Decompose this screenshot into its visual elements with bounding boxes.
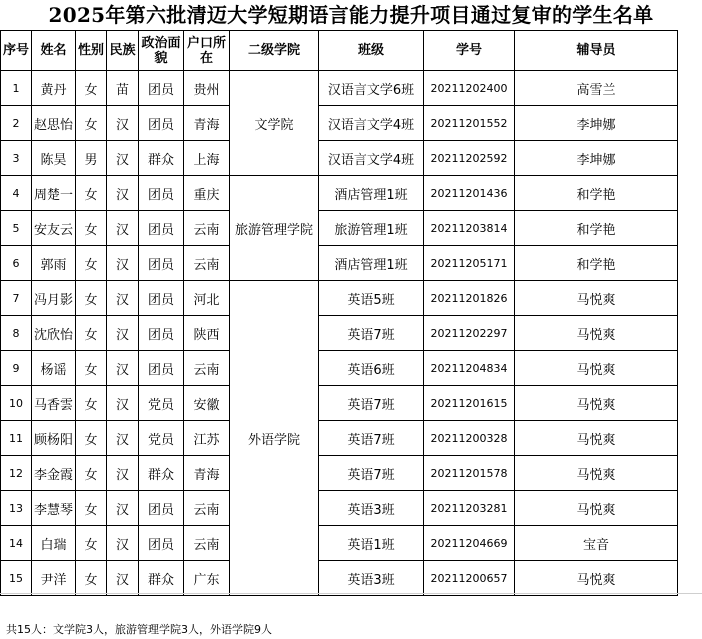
cell-counselor: 李坤娜 bbox=[515, 141, 678, 176]
table-row bbox=[1, 246, 678, 281]
cell-seq: 8 bbox=[1, 316, 32, 351]
footer-divider bbox=[0, 593, 702, 594]
footer-summary: 共15人：文学院3人，旅游管理学院3人，外语学院9人 bbox=[6, 623, 272, 636]
cell-hometown: 云南 bbox=[184, 351, 230, 386]
cell-political: 团员 bbox=[139, 316, 184, 351]
cell-class: 汉语言文学4班 bbox=[319, 106, 424, 141]
cell-counselor: 和学艳 bbox=[515, 246, 678, 281]
cell-gender: 女 bbox=[76, 526, 107, 561]
table-row bbox=[1, 106, 678, 141]
cell-name: 尹洋 bbox=[32, 561, 76, 596]
cell-ethnicity: 汉 bbox=[107, 386, 139, 421]
cell-name: 安友云 bbox=[32, 211, 76, 246]
cell-class: 英语5班 bbox=[319, 281, 424, 316]
cell-counselor: 李坤娜 bbox=[515, 106, 678, 141]
cell-student-id: 20211203814 bbox=[424, 211, 515, 246]
cell-class: 英语7班 bbox=[319, 316, 424, 351]
cell-class: 酒店管理1班 bbox=[319, 246, 424, 281]
cell-name: 郭雨 bbox=[32, 246, 76, 281]
cell-student-id: 20211200328 bbox=[424, 421, 515, 456]
cell-class: 英语6班 bbox=[319, 351, 424, 386]
cell-college: 外语学院 bbox=[230, 281, 319, 596]
cell-hometown: 陕西 bbox=[184, 316, 230, 351]
cell-counselor: 马悦爽 bbox=[515, 491, 678, 526]
cell-gender: 女 bbox=[76, 211, 107, 246]
cell-class: 汉语言文学4班 bbox=[319, 141, 424, 176]
cell-student-id: 20211202297 bbox=[424, 316, 515, 351]
cell-seq: 9 bbox=[1, 351, 32, 386]
cell-gender: 女 bbox=[76, 351, 107, 386]
cell-counselor: 马悦爽 bbox=[515, 386, 678, 421]
cell-hometown: 云南 bbox=[184, 491, 230, 526]
cell-name: 周楚一 bbox=[32, 176, 76, 211]
cell-gender: 女 bbox=[76, 316, 107, 351]
cell-college: 文学院 bbox=[230, 71, 319, 176]
cell-hometown: 云南 bbox=[184, 211, 230, 246]
cell-counselor: 高雪兰 bbox=[515, 71, 678, 106]
header-college: 二级学院 bbox=[230, 31, 319, 71]
cell-hometown: 河北 bbox=[184, 281, 230, 316]
table-row bbox=[1, 456, 678, 491]
table-row bbox=[1, 316, 678, 351]
cell-hometown: 重庆 bbox=[184, 176, 230, 211]
cell-political: 团员 bbox=[139, 176, 184, 211]
cell-ethnicity: 汉 bbox=[107, 316, 139, 351]
cell-counselor: 和学艳 bbox=[515, 211, 678, 246]
cell-name: 李金霞 bbox=[32, 456, 76, 491]
cell-student-id: 20211200657 bbox=[424, 561, 515, 596]
header-seq: 序号 bbox=[1, 31, 32, 71]
cell-ethnicity: 汉 bbox=[107, 211, 139, 246]
cell-name: 沈欣怡 bbox=[32, 316, 76, 351]
cell-ethnicity: 汉 bbox=[107, 246, 139, 281]
cell-ethnicity: 汉 bbox=[107, 141, 139, 176]
cell-political: 群众 bbox=[139, 561, 184, 596]
cell-gender: 女 bbox=[76, 491, 107, 526]
cell-ethnicity: 汉 bbox=[107, 561, 139, 596]
header-hometown: 户口所在 bbox=[184, 31, 230, 71]
cell-hometown: 上海 bbox=[184, 141, 230, 176]
cell-hometown: 安徽 bbox=[184, 386, 230, 421]
cell-name: 黄丹 bbox=[32, 71, 76, 106]
cell-class: 英语7班 bbox=[319, 421, 424, 456]
cell-college: 旅游管理学院 bbox=[230, 176, 319, 281]
cell-student-id: 20211202592 bbox=[424, 141, 515, 176]
header-political: 政治面貌 bbox=[139, 31, 184, 71]
header-counselor: 辅导员 bbox=[515, 31, 678, 71]
cell-counselor: 马悦爽 bbox=[515, 281, 678, 316]
cell-political: 团员 bbox=[139, 106, 184, 141]
cell-student-id: 20211201552 bbox=[424, 106, 515, 141]
cell-class: 旅游管理1班 bbox=[319, 211, 424, 246]
cell-counselor: 马悦爽 bbox=[515, 351, 678, 386]
cell-seq: 14 bbox=[1, 526, 32, 561]
table-row bbox=[1, 561, 678, 596]
roster-body bbox=[1, 71, 678, 596]
cell-ethnicity: 汉 bbox=[107, 526, 139, 561]
student-roster-table bbox=[0, 30, 678, 596]
cell-class: 英语3班 bbox=[319, 491, 424, 526]
cell-ethnicity: 汉 bbox=[107, 281, 139, 316]
table-row bbox=[1, 141, 678, 176]
cell-political: 群众 bbox=[139, 141, 184, 176]
cell-name: 冯月影 bbox=[32, 281, 76, 316]
cell-ethnicity: 汉 bbox=[107, 351, 139, 386]
header-row bbox=[1, 31, 678, 71]
cell-counselor: 马悦爽 bbox=[515, 456, 678, 491]
cell-counselor: 马悦爽 bbox=[515, 421, 678, 456]
cell-seq: 1 bbox=[1, 71, 32, 106]
cell-student-id: 20211204834 bbox=[424, 351, 515, 386]
table-row bbox=[1, 491, 678, 526]
cell-student-id: 20211201578 bbox=[424, 456, 515, 491]
cell-political: 团员 bbox=[139, 351, 184, 386]
cell-name: 顾杨阳 bbox=[32, 421, 76, 456]
table-row bbox=[1, 211, 678, 246]
table-row bbox=[1, 71, 678, 106]
cell-political: 团员 bbox=[139, 526, 184, 561]
cell-counselor: 和学艳 bbox=[515, 176, 678, 211]
cell-class: 英语7班 bbox=[319, 386, 424, 421]
header-gender: 性别 bbox=[76, 31, 107, 71]
cell-hometown: 江苏 bbox=[184, 421, 230, 456]
cell-student-id: 20211202400 bbox=[424, 71, 515, 106]
cell-gender: 女 bbox=[76, 421, 107, 456]
cell-student-id: 20211201615 bbox=[424, 386, 515, 421]
header-name: 姓名 bbox=[32, 31, 76, 71]
cell-name: 杨谣 bbox=[32, 351, 76, 386]
cell-student-id: 20211203281 bbox=[424, 491, 515, 526]
cell-counselor: 宝音 bbox=[515, 526, 678, 561]
table-row bbox=[1, 281, 678, 316]
cell-student-id: 20211201436 bbox=[424, 176, 515, 211]
cell-political: 群众 bbox=[139, 456, 184, 491]
cell-ethnicity: 汉 bbox=[107, 106, 139, 141]
cell-counselor: 马悦爽 bbox=[515, 561, 678, 596]
cell-student-id: 20211205171 bbox=[424, 246, 515, 281]
cell-seq: 11 bbox=[1, 421, 32, 456]
cell-seq: 3 bbox=[1, 141, 32, 176]
cell-political: 团员 bbox=[139, 71, 184, 106]
header-ethnicity: 民族 bbox=[107, 31, 139, 71]
cell-seq: 4 bbox=[1, 176, 32, 211]
cell-class: 英语7班 bbox=[319, 456, 424, 491]
cell-seq: 5 bbox=[1, 211, 32, 246]
cell-ethnicity: 汉 bbox=[107, 176, 139, 211]
cell-gender: 女 bbox=[76, 246, 107, 281]
cell-seq: 15 bbox=[1, 561, 32, 596]
cell-name: 白瑞 bbox=[32, 526, 76, 561]
cell-gender: 女 bbox=[76, 176, 107, 211]
cell-student-id: 20211201826 bbox=[424, 281, 515, 316]
cell-class: 汉语言文学6班 bbox=[319, 71, 424, 106]
cell-counselor: 马悦爽 bbox=[515, 316, 678, 351]
cell-hometown: 广东 bbox=[184, 561, 230, 596]
table-row bbox=[1, 526, 678, 561]
cell-political: 党员 bbox=[139, 421, 184, 456]
cell-gender: 女 bbox=[76, 386, 107, 421]
cell-name: 李慧琴 bbox=[32, 491, 76, 526]
cell-political: 团员 bbox=[139, 491, 184, 526]
cell-class: 英语1班 bbox=[319, 526, 424, 561]
table-row bbox=[1, 421, 678, 456]
cell-hometown: 云南 bbox=[184, 526, 230, 561]
cell-class: 英语3班 bbox=[319, 561, 424, 596]
cell-hometown: 青海 bbox=[184, 106, 230, 141]
cell-gender: 女 bbox=[76, 281, 107, 316]
cell-name: 陈昊 bbox=[32, 141, 76, 176]
cell-gender: 女 bbox=[76, 106, 107, 141]
cell-gender: 女 bbox=[76, 561, 107, 596]
cell-seq: 2 bbox=[1, 106, 32, 141]
table-row bbox=[1, 386, 678, 421]
header-class: 班级 bbox=[319, 31, 424, 71]
cell-political: 团员 bbox=[139, 211, 184, 246]
cell-gender: 女 bbox=[76, 71, 107, 106]
cell-seq: 7 bbox=[1, 281, 32, 316]
cell-ethnicity: 汉 bbox=[107, 456, 139, 491]
cell-class: 酒店管理1班 bbox=[319, 176, 424, 211]
cell-hometown: 云南 bbox=[184, 246, 230, 281]
cell-seq: 13 bbox=[1, 491, 32, 526]
table-row bbox=[1, 176, 678, 211]
cell-hometown: 青海 bbox=[184, 456, 230, 491]
cell-seq: 10 bbox=[1, 386, 32, 421]
cell-student-id: 20211204669 bbox=[424, 526, 515, 561]
page-title: 2025年第六批清迈大学短期语言能力提升项目通过复审的学生名单 bbox=[48, 3, 654, 27]
header-student-id: 学号 bbox=[424, 31, 515, 71]
cell-name: 马香雲 bbox=[32, 386, 76, 421]
cell-political: 党员 bbox=[139, 386, 184, 421]
cell-political: 团员 bbox=[139, 281, 184, 316]
cell-seq: 12 bbox=[1, 456, 32, 491]
cell-gender: 女 bbox=[76, 456, 107, 491]
table-row bbox=[1, 351, 678, 386]
cell-seq: 6 bbox=[1, 246, 32, 281]
cell-ethnicity: 苗 bbox=[107, 71, 139, 106]
cell-name: 赵思怡 bbox=[32, 106, 76, 141]
cell-hometown: 贵州 bbox=[184, 71, 230, 106]
cell-political: 团员 bbox=[139, 246, 184, 281]
cell-ethnicity: 汉 bbox=[107, 421, 139, 456]
cell-ethnicity: 汉 bbox=[107, 491, 139, 526]
cell-gender: 男 bbox=[76, 141, 107, 176]
